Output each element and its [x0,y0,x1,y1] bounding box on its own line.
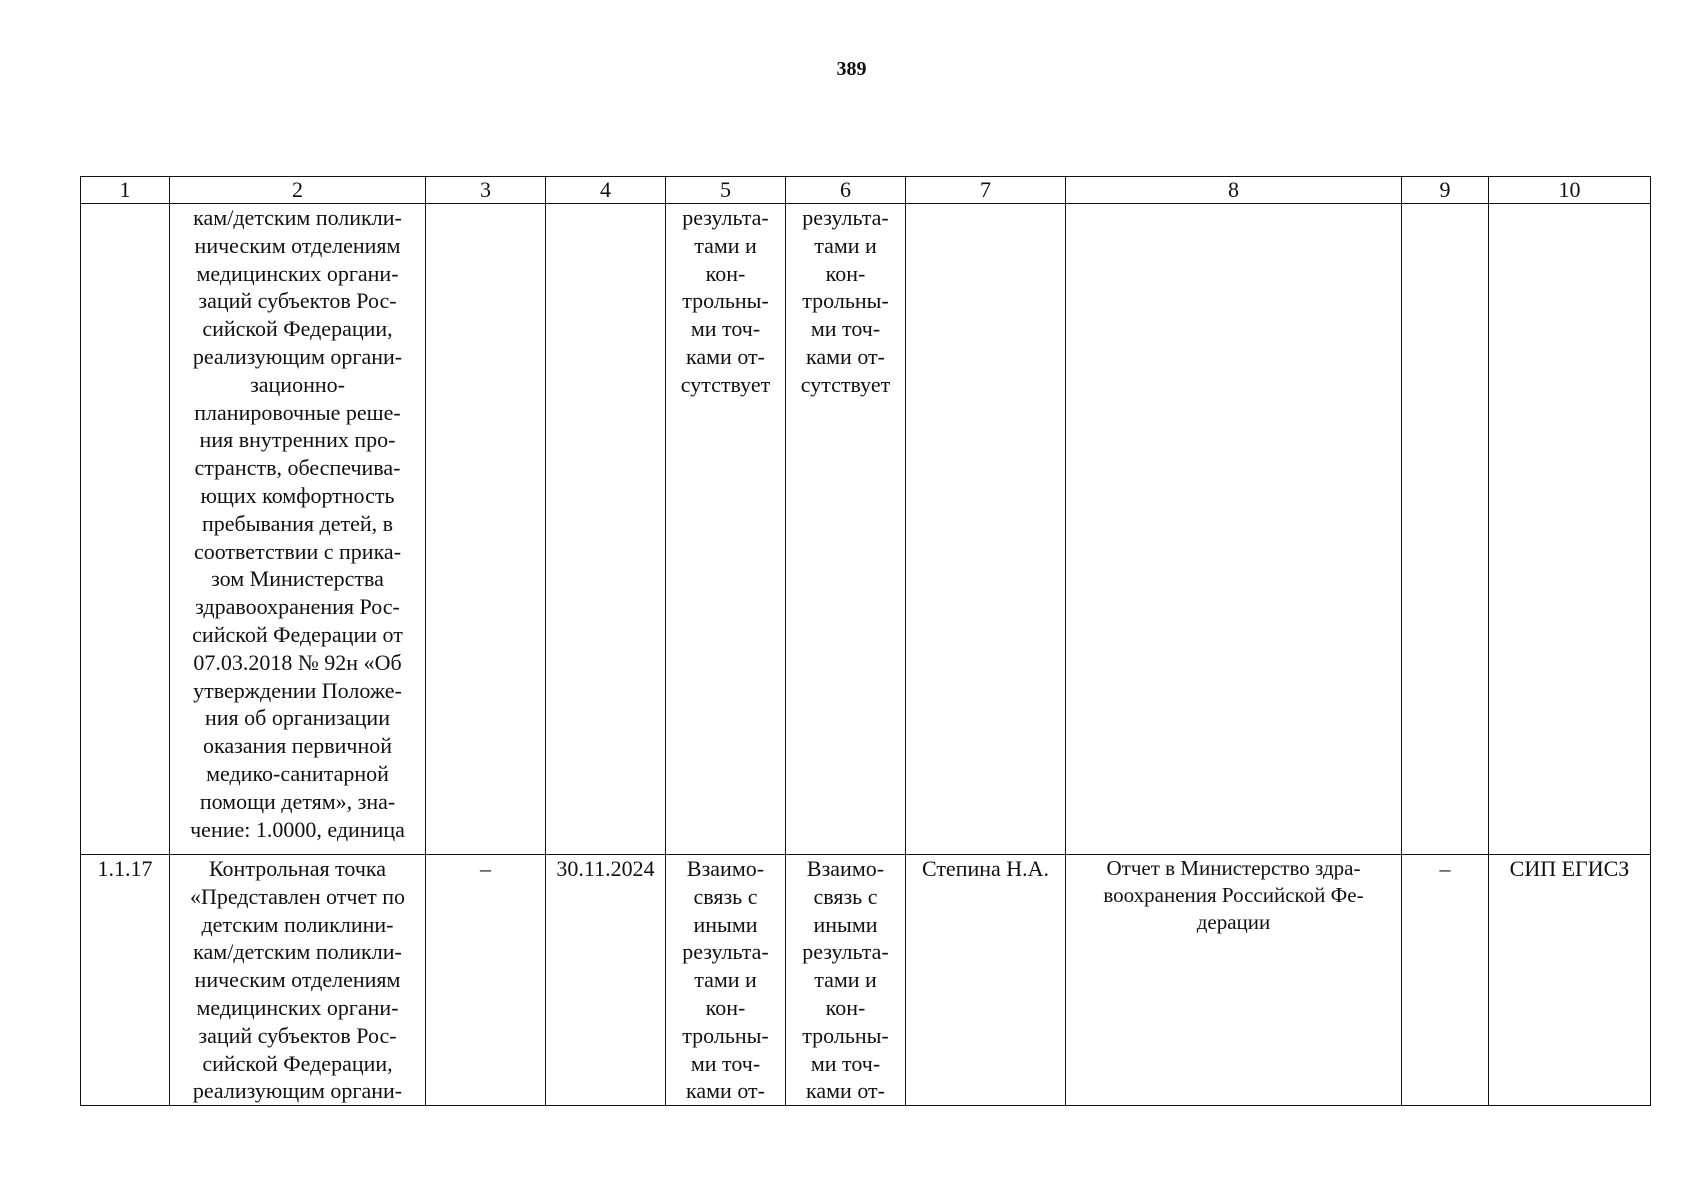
page-number: 389 [836,58,867,80]
header-col-4: 4 [546,177,666,204]
col6-cell: результа- тами и кон- трольны- ми точ- ками от- сутствует [786,204,906,855]
responsible-cell [906,204,1066,855]
header-row [81,177,1651,204]
date-cell: 30.11.2024 [546,855,666,1106]
col5-cell: результа- тами и кон- трольны- ми точ- ками от- сутствует [666,204,786,855]
col3-cell: – [426,855,546,1106]
header-col-2: 2 [170,177,426,204]
header-col-5: 5 [666,177,786,204]
header-col-10: 10 [1489,177,1651,204]
col9-cell: – [1402,855,1489,1106]
header-col-3: 3 [426,177,546,204]
system-cell [1489,204,1651,855]
description-cell: Контрольная точка «Представлен отчет по детским поликлини- кам/детским поликли- ническим отделениям медицинских органи- заций субъектов Рос- сийской Федерации, реализующим органи- [170,855,426,1106]
header-col-1: 1 [81,177,170,204]
row-number-cell: 1.1.17 [81,855,170,1106]
col9-cell [1402,204,1489,855]
col5-cell: Взаимо- связь с иными результа- тами и кон- трольны- ми точ- ками от- [666,855,786,1106]
report-cell [1066,204,1402,855]
col3-cell [426,204,546,855]
report-cell: Отчет в Министерство здра- воохранения Российской Фе- дерации [1066,855,1402,1106]
header-col-9: 9 [1402,177,1489,204]
header-col-8: 8 [1066,177,1402,204]
header-col-7: 7 [906,177,1066,204]
table-row [81,204,1651,855]
row-number-cell [81,204,170,855]
responsible-cell: Степина Н.А. [906,855,1066,1106]
header-col-6: 6 [786,177,906,204]
table-row [81,855,1651,1106]
document-table [80,176,1651,1106]
col6-cell: Взаимо- связь с иными результа- тами и кон- трольны- ми точ- ками от- [786,855,906,1106]
date-cell [546,204,666,855]
system-cell: СИП ЕГИСЗ [1489,855,1651,1106]
description-cell: кам/детским поликли- ническим отделениям медицинских органи- заций субъектов Рос- сийской Федерации, реализующим органи- зационно- планировочные реше- ния внутренних про- странств, обеспечива- ющих комфортность пребывания детей, в соответствии с прика- зом Министерства здравоохранения Рос- сийской Федерации от 07.03.2018 № 92н «Об утверждении Положе- ния об организации оказания первичной медико-санитарной помощи детям», зна- чение: 1.0000, единица [170,204,426,855]
